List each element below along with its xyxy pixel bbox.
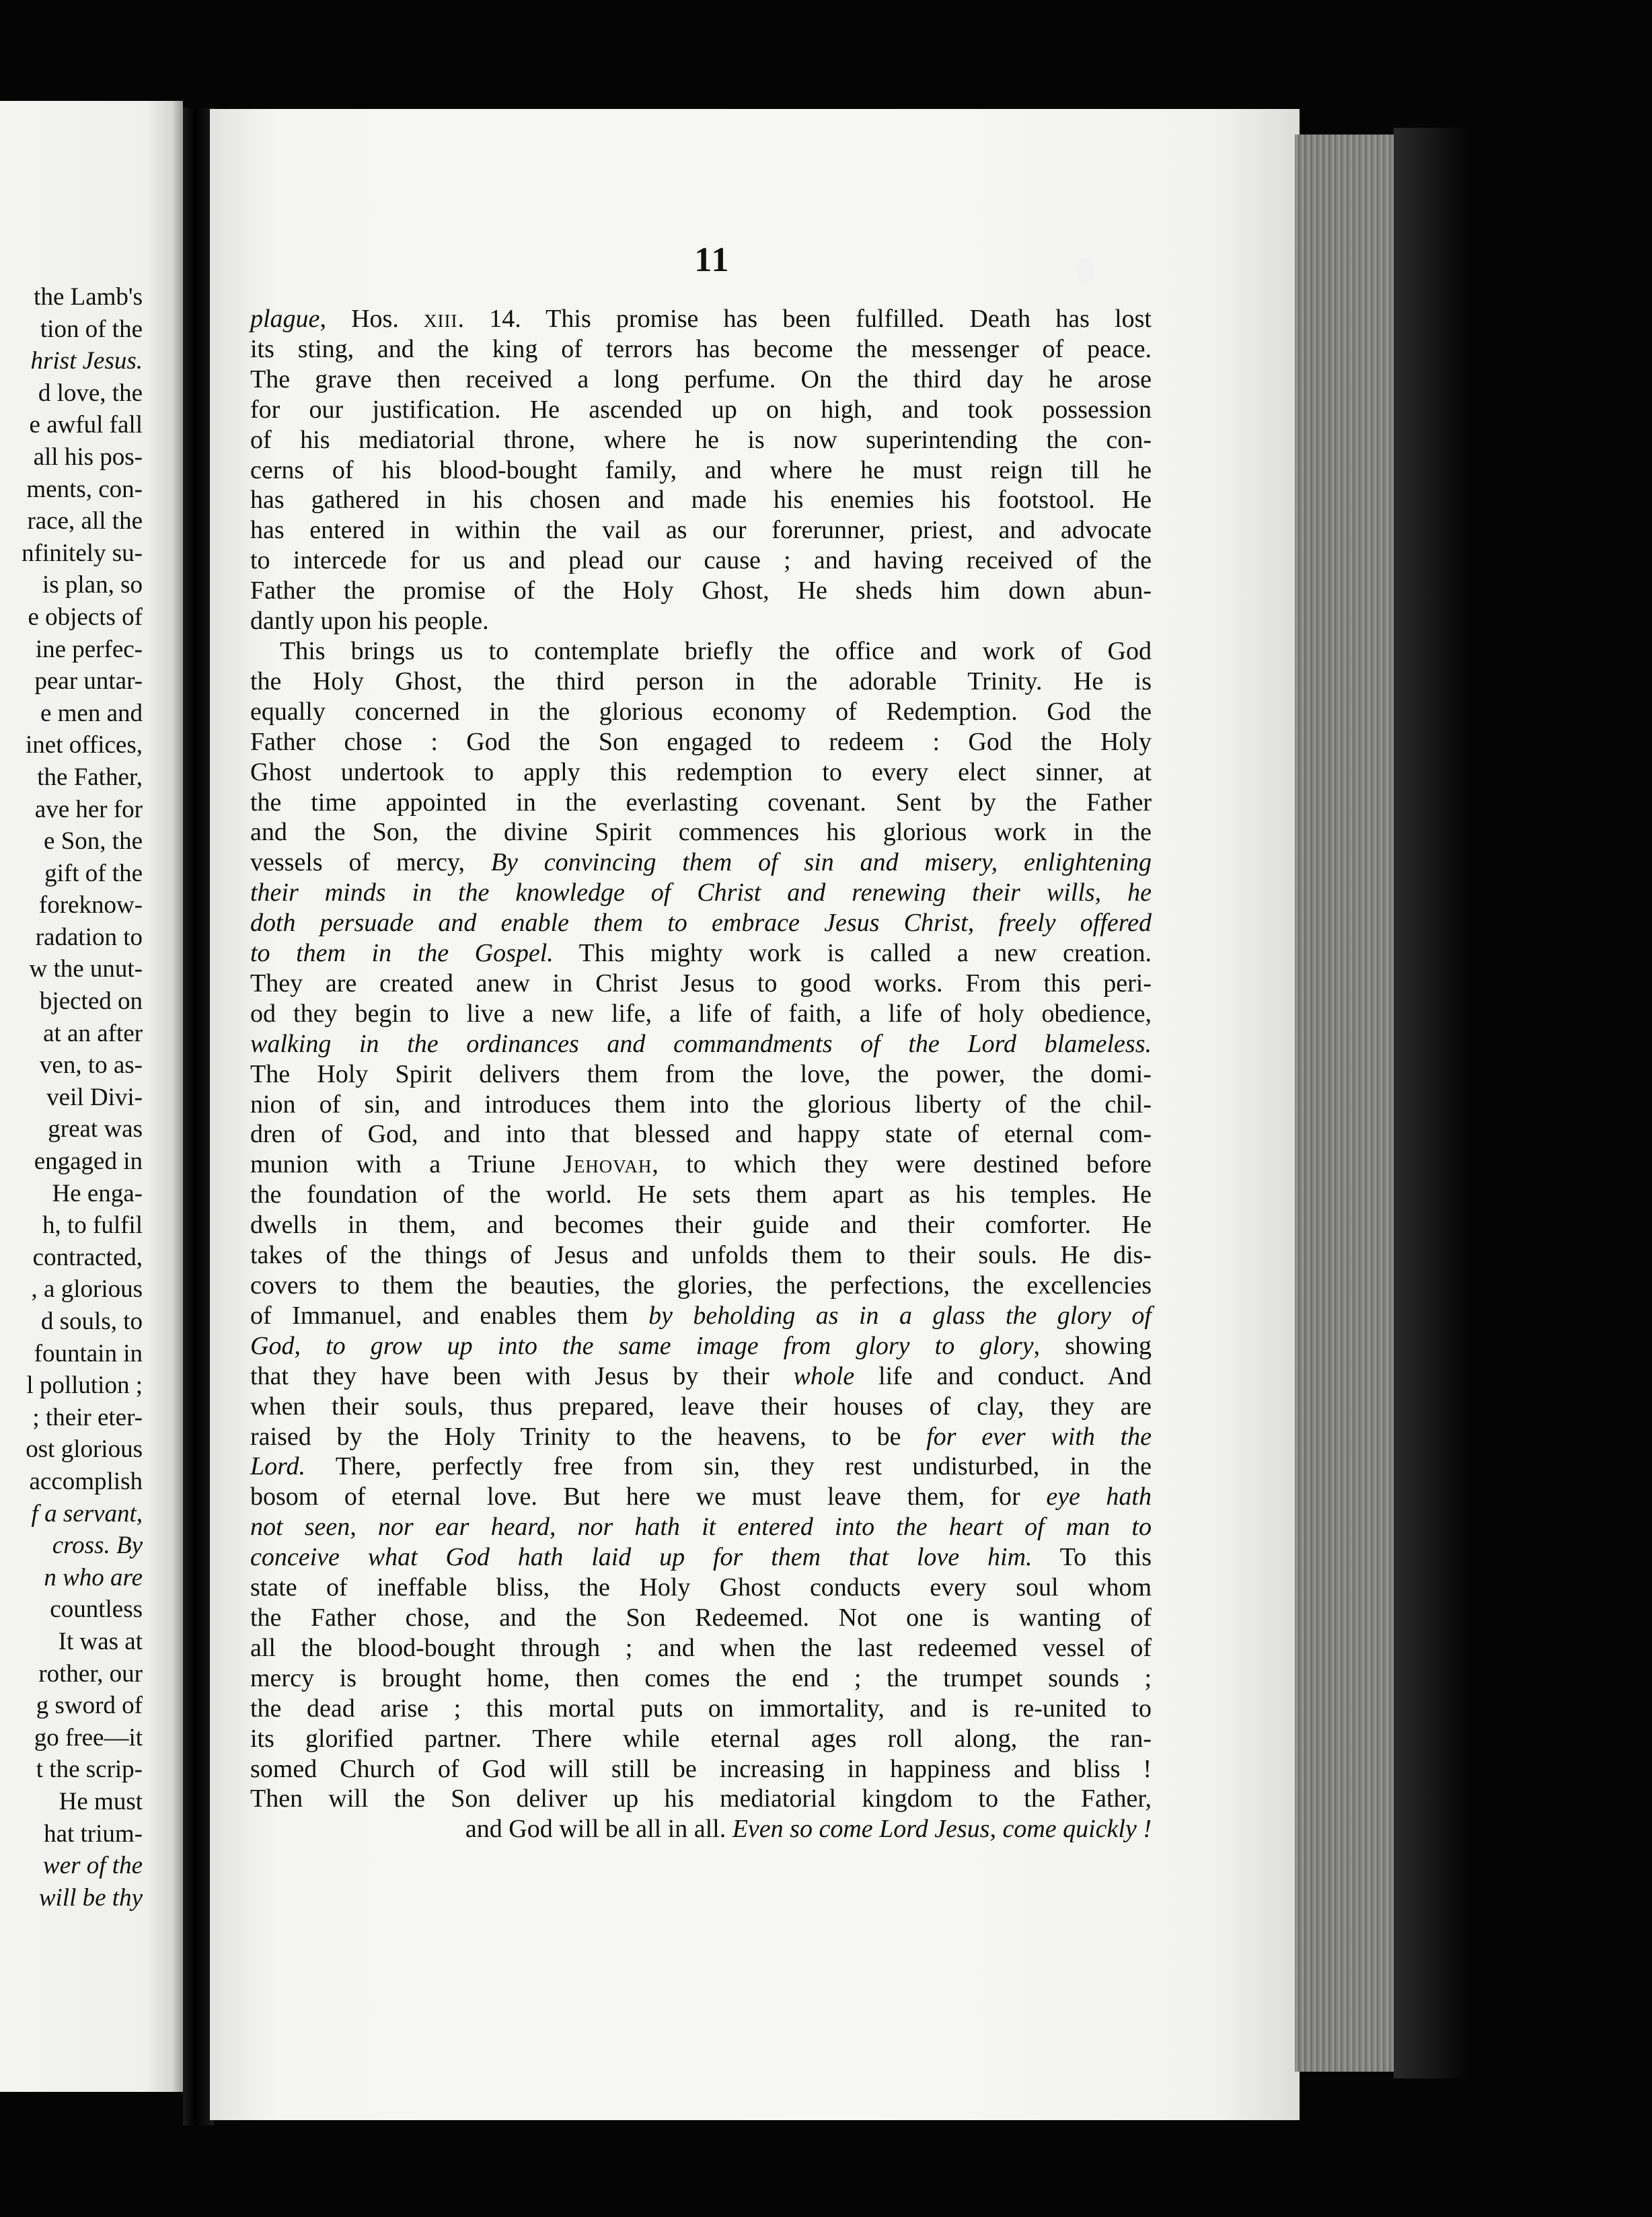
right-page [210,109,1300,2120]
text-run: Father the promise of the Holy Ghost, He sheds him down abun- [250,576,1152,605]
italic-text: their minds in the knowledge of Christ and renewing their wills, he [250,878,1152,907]
italic-text: plague [250,305,320,333]
text-line [250,727,1152,757]
italic-text: conceive what God hath laid up for them that love him. [250,1543,1032,1572]
left-page-line: He must [59,1787,143,1815]
small-caps-text: xiii [424,305,458,333]
text-line [250,667,1152,697]
text-line [250,395,1152,425]
small-caps-text: Jehovah [563,1150,652,1179]
text-line [250,576,1152,606]
text-run: the Holy Ghost, the third person in the adorable Trinity. He is [250,667,1152,696]
book-fore-edge [1295,135,1396,2072]
text-line [250,1573,1152,1603]
left-page-text [22,281,143,1914]
left-page-line: pear untar- [34,667,143,696]
left-page-line: hat trium- [44,1819,143,1848]
left-page-line: d love, the [38,379,143,407]
left-page-line: foreknow- [38,891,143,919]
text-line [250,1210,1152,1240]
text-line [250,1301,1152,1331]
text-line [250,1754,1152,1784]
text-line [250,1361,1152,1392]
text-line [250,788,1152,818]
left-page-line: e objects of [28,603,143,631]
text-run: to intercede for us and plead our cause ; and having received of the [250,546,1152,575]
text-line [250,817,1152,848]
text-run: all the blood-bought through ; and when the last redeemed vessel of [250,1633,1152,1662]
text-run: and the Son, the divine Spirit commences his glorious work in the [250,818,1152,847]
left-page-line: gift of the [44,859,143,887]
text-run: bosom of eternal love. But here we must leave them, for [250,1482,1047,1511]
text-line [250,1633,1152,1663]
text-line [250,908,1152,938]
left-page-line: radation to [35,923,143,951]
left-page-line: d souls, to [40,1308,143,1335]
left-page-line: race, all the [27,507,143,535]
text-run: There, perfectly free from sin, they rest undisturbed, in the [305,1452,1152,1481]
text-run: dren of God, and into that blessed and happy state of eternal com- [250,1120,1152,1149]
left-page-line: contracted, [32,1243,143,1271]
left-page-line: t the scrip- [36,1756,143,1784]
text-run: raised by the Holy Trinity to the heavens, to be [250,1422,927,1451]
left-page-line: at an after [43,1019,143,1047]
left-page-line: e men and [40,699,143,727]
scan-speck [1076,257,1095,285]
text-line [250,878,1152,908]
text-line [250,969,1152,999]
text-run: the dead arise ; this mortal puts on immortality, and is re-united to [250,1694,1152,1723]
text-run: To this [1032,1543,1152,1572]
text-line [250,1784,1152,1814]
left-page-line: cross. By [52,1532,143,1560]
left-page-line: the Lamb's [34,283,143,311]
left-page-line: nfinitely su- [22,539,143,567]
text-line [250,1452,1152,1482]
text-run: state of ineffable bliss, the Holy Ghost conducts every soul whom [250,1573,1152,1602]
text-run: , Hos. [320,305,424,333]
text-run: They are created anew in Christ Jesus to good works. From this peri- [250,969,1152,998]
left-page-line: e awful fall [29,411,143,439]
page-body-text [250,304,1152,1844]
text-run: dantly upon his people. [250,607,489,636]
text-run: This mighty work is called a new creation. [553,939,1152,968]
text-run: munion with a Triune [250,1150,564,1179]
text-run: The Holy Spirit delivers them from the love, the power, the domi- [250,1059,1152,1088]
text-run: has gathered in his chosen and made his enemies his footstool. He [250,486,1152,515]
text-line [250,1150,1152,1180]
text-run: the time appointed in the everlasting covenant. Sent by the Father [250,788,1152,817]
italic-text: by beholding as in a glass the glory of [648,1301,1152,1330]
text-line [250,1694,1152,1724]
left-page-line: ments, con- [26,475,143,503]
left-page-line: ave her for [34,795,143,823]
text-run: takes of the things of Jesus and unfolds them to their souls. He dis- [250,1241,1152,1270]
left-page-line: countless [50,1595,143,1624]
text-run: for our justification. He ascended up on high, and took possession [250,395,1152,424]
italic-text: for ever with the [926,1422,1152,1451]
text-line [250,999,1152,1029]
text-line [250,1392,1152,1422]
text-run: cerns of his blood-bought family, and where he must reign till he [250,455,1152,484]
text-line [250,1029,1152,1059]
text-line [250,1814,1152,1844]
italic-text: God, to grow up into the same image from glory to glory [250,1331,1034,1360]
italic-text: not seen, nor ear heard, nor hath it entered into the heart of man to [250,1513,1152,1542]
text-run: life and conduct. And [854,1361,1152,1390]
italic-text: eye hath [1046,1482,1152,1511]
left-page-line: He enga- [52,1179,143,1207]
text-run: The grave then received a long perfume. On the third day he arose [250,365,1152,393]
italic-text: By convincing them of sin and misery, enlightening [490,848,1152,877]
text-run: , showing [1033,1331,1152,1360]
text-line [250,1542,1152,1573]
left-page-line: all his pos- [33,443,143,471]
italic-text: whole [793,1361,855,1390]
left-page-line: ven, to as- [39,1051,143,1080]
text-line [250,546,1152,576]
text-line [250,485,1152,515]
text-line [250,1059,1152,1090]
text-run: somed Church of God will still be increasing in happiness and bliss ! [250,1754,1152,1783]
italic-text: Lord. [250,1452,306,1481]
left-page-line: the Father, [37,763,143,791]
left-page-line: hrist Jesus. [30,347,143,375]
left-page-line: g sword of [36,1692,143,1720]
text-run: has entered in within the vail as our forerunner, priest, and advocate [250,516,1152,545]
text-run: that they have been with Jesus by their [250,1361,794,1390]
edge-shadow [1394,128,1468,2078]
left-page-line: n who are [44,1563,143,1591]
text-run: and God will be all in all. [465,1815,733,1844]
left-page-line: f a servant, [31,1499,143,1528]
text-run: nion of sin, and introduces them into the glorious liberty of the chil- [250,1090,1152,1119]
text-line [250,1422,1152,1452]
text-run: od they begin to live a new life, a life of faith, a life of holy obedience, [250,999,1152,1028]
text-line [250,697,1152,727]
text-line [250,334,1152,365]
italic-text: doth persuade and enable them to embrace Jesus Christ, freely offered [250,909,1152,938]
text-line [250,848,1152,878]
left-page-line: ; their eter- [32,1403,143,1431]
left-page-line: w the unut- [29,955,143,983]
text-run: covers to them the beauties, the glories, the perfections, the excellencies [250,1271,1152,1300]
text-line [250,455,1152,486]
text-line [250,606,1152,636]
left-page-line: ine perfec- [35,635,143,663]
text-line [250,636,1152,667]
left-page-line: e Son, the [44,827,143,856]
text-run: the foundation of the world. He sets them apart as his temples. He [250,1180,1152,1209]
text-line [250,1090,1152,1120]
text-run: dwells in them, and becomes their guide and their comforter. He [250,1211,1152,1240]
left-page-line: will be thy [38,1883,143,1912]
text-line [250,515,1152,546]
text-line [250,1119,1152,1150]
left-page-line: great was [48,1115,143,1143]
text-run: when their souls, thus prepared, leave their houses of clay, they are [250,1392,1152,1421]
text-line [250,1512,1152,1542]
left-page [0,101,183,2092]
text-line [250,1271,1152,1301]
left-page-line: go free—it [34,1723,143,1752]
left-page-line: accomplish [29,1467,143,1495]
text-run: equally concerned in the glorious economy of Redemption. God the [250,697,1152,726]
left-page-line: inet offices, [26,731,143,759]
text-run: . 14. This promise has been fulfilled. Death has lost [457,305,1152,333]
text-run: Father chose : God the Son engaged to redeem : God the Holy [250,727,1152,756]
text-run: mercy is brought home, then comes the end ; the trumpet sounds ; [250,1663,1152,1692]
left-page-line: h, to fulfil [42,1211,143,1240]
text-line [250,425,1152,455]
text-line [250,938,1152,969]
left-page-line: ost glorious [26,1435,143,1464]
left-page-line: tion of the [40,315,143,343]
text-run: its sting, and the king of terrors has become the messenger of peace. [250,334,1152,363]
text-line [250,1180,1152,1210]
text-line [250,1724,1152,1754]
text-line [250,1331,1152,1361]
italic-text: to them in the Gospel. [250,939,554,968]
left-page-line: It was at [58,1627,143,1655]
text-line [250,1240,1152,1271]
text-line [250,304,1152,334]
text-run: Ghost undertook to apply this redemption to every elect sinner, at [250,757,1152,786]
left-page-line: fountain in [34,1339,143,1367]
text-run: , to which they were destined before [652,1150,1152,1179]
text-run: of Immanuel, and enables them [250,1301,649,1330]
text-run: of his mediatorial throne, where he is now superintending the con- [250,425,1152,454]
text-line [250,365,1152,395]
text-line [250,1603,1152,1633]
left-page-line: engaged in [34,1148,143,1176]
text-run: the Father chose, and the Son Redeemed. Not one is wanting of [250,1603,1152,1632]
left-page-line: wer of the [43,1852,143,1880]
left-page-line: veil Divi- [46,1083,143,1111]
text-run: Then will the Son deliver up his mediatorial kingdom to the Father, [250,1784,1152,1813]
text-run: vessels of mercy, [250,848,491,877]
italic-text: Even so come Lord Jesus, come quickly ! [732,1815,1152,1844]
text-line [250,1663,1152,1694]
text-line [250,1482,1152,1512]
page-number: 11 [694,241,730,279]
left-page-line: is plan, so [42,571,143,599]
left-page-line: l pollution ; [26,1371,143,1400]
text-run: its glorified partner. There while eternal ages roll along, the ran- [250,1724,1152,1753]
left-page-line: rother, our [38,1659,143,1688]
left-page-line: , a glorious [31,1275,143,1304]
text-run: This brings us to contemplate briefly the office and work of God [280,636,1152,665]
left-page-line: bjected on [39,987,143,1016]
italic-text: walking in the ordinances and commandments of the Lord blameless. [250,1029,1152,1058]
text-line [250,757,1152,788]
